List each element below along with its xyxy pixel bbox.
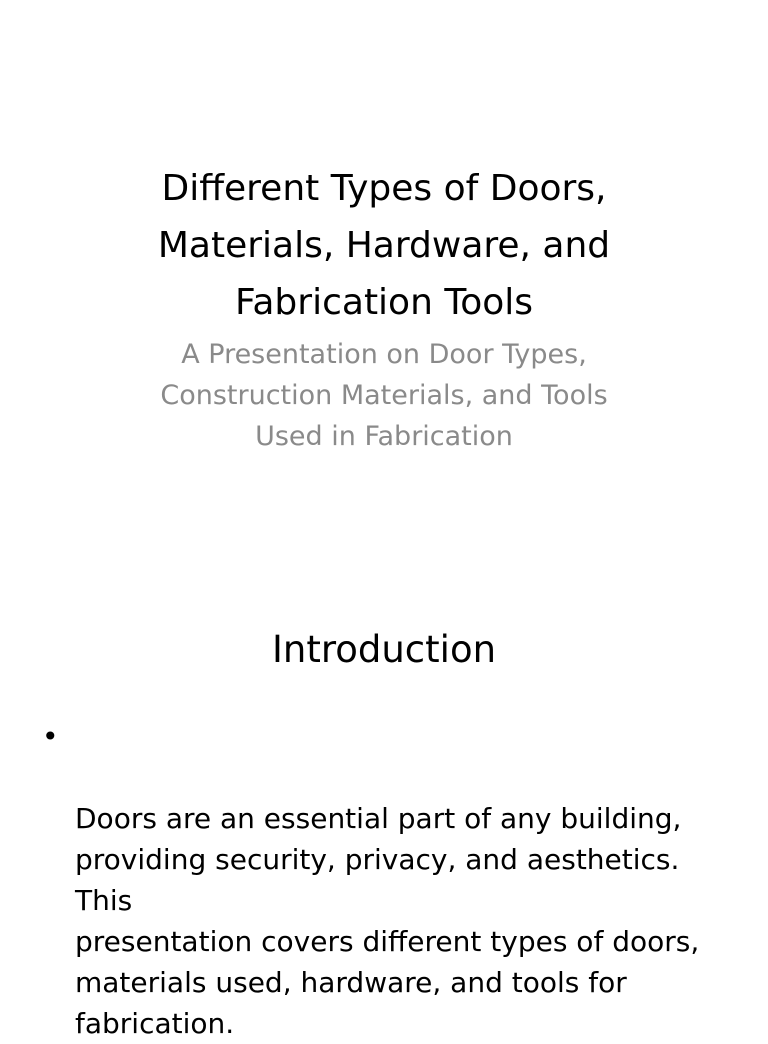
bullet-item [42, 716, 732, 1044]
slide-subtitle: A Presentation on Door Types, Construction Materials, and Tools Used in Fabrication [160, 339, 608, 452]
slide-title: Different Types of Doors, Materials, Hardware, and Fabrication Tools [157, 168, 611, 323]
slide-title: Introduction [271, 628, 497, 671]
bullet-point-icon: • [42, 720, 59, 753]
bullet-list [42, 716, 732, 1044]
title-slide [0, 0, 768, 512]
introduction-slide [0, 512, 768, 1040]
bullet-text: Doors are an essential part of any building, providing security, privacy, and aesthetics. This presentation covers different types of doors, materials used, hardware, and tools for fabrication. [75, 802, 700, 1040]
